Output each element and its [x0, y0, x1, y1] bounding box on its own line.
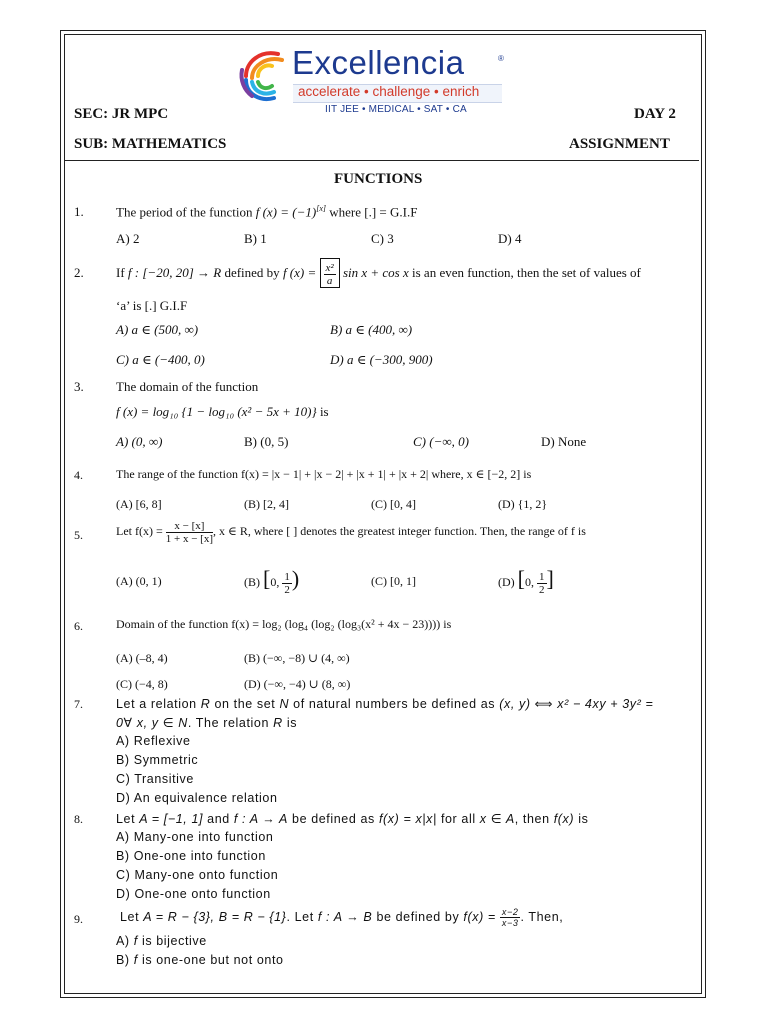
q7-text: Let a relation R on the set N of natural numbers be defined as (x, y) ⟺ x² − 4xy + 3y² =: [116, 697, 654, 711]
q3-option-d: D) None: [541, 434, 587, 449]
q6-number: 6.: [74, 619, 83, 633]
section-label: SEC: JR MPC: [74, 106, 169, 122]
q5-text: Let f(x) = $\frac{x - [x]}{1 + x - [x]}$ , x ∈ R, where [ ] denotes the greatest integer function. Then, the range of f is: [116, 519, 586, 545]
q4-option-b: (B) [2, 4]: [244, 497, 289, 511]
q3-formula: f (x) = log₁₀ {1 − log₁₀ (x² − 5x + 10)} is: [116, 404, 329, 419]
assignment-label: ASSIGNMENT: [569, 136, 670, 152]
logo-registered-mark: ®: [498, 54, 504, 63]
q3-option-b: B) (0, 5): [244, 434, 289, 449]
q3-option-a: A) (0, ∞): [116, 434, 163, 449]
q6-text: Domain of the function f(x) = log₂ (log₄ (log₂ (log₃(x² + 4x − 23)))) is: [116, 617, 452, 631]
excellencia-swirl-logo-icon: [238, 46, 294, 104]
q2-text-continued: ‘a’ is [.] G.I.F: [116, 298, 188, 313]
q4-option-a: (A) [6, 8]: [116, 497, 162, 511]
q3-text: The domain of the function: [116, 379, 259, 394]
q2-option-c: C) a ∈ (−400, 0): [116, 352, 205, 367]
q2-number: 2.: [74, 265, 84, 280]
q1-option-a: A) 2: [116, 231, 140, 246]
q2-option-a: A) a ∈ (500, ∞): [116, 322, 199, 337]
day-label: DAY 2: [634, 106, 676, 122]
q4-option-d: (D) {1, 2}: [498, 497, 548, 511]
q6-option-a: (A) (–8, 4): [116, 651, 168, 665]
header-divider: [65, 160, 699, 161]
q9-text: Let A = R − {3}, B = R − {1}. Let f : A → B be defined by f(x) = $\frac{x-2}{x-3}$ . Then,: [120, 907, 564, 929]
q9-option-a: A) f is bijective: [116, 934, 207, 948]
q6-option-c: (C) (−4, 8): [116, 677, 168, 691]
q2-option-d: D) a ∈ (−300, 900): [330, 352, 433, 367]
q4-text: The range of the function f(x) = |x − 1| + |x − 2| + |x + 1| + |x + 2| where, x ∈ [−2, 2] is: [116, 467, 532, 481]
q3-option-c: C) (−∞, 0): [413, 434, 469, 449]
q6-option-b: (B) (−∞, −8) ∪ (4, ∞): [244, 651, 350, 665]
q7-option-d: D) An equivalence relation: [116, 791, 278, 805]
subject-label: SUB: MATHEMATICS: [74, 136, 227, 152]
q1-number: 1.: [74, 204, 84, 219]
q1-option-c: C) 3: [371, 231, 394, 246]
q7-number: 7.: [74, 697, 83, 711]
q7-text-continued: 0∀ x, y ∈ N. The relation R is: [116, 716, 298, 730]
page-title: FUNCTIONS: [334, 171, 423, 187]
q6-option-d: (D) (−∞, −4) ∪ (8, ∞): [244, 677, 351, 691]
q8-option-c: C) Many-one onto function: [116, 868, 279, 882]
q3-number: 3.: [74, 379, 84, 394]
q5-option-b: (B) [0, $\frac{1}{2}$ ): [244, 566, 300, 596]
logo-subline: IIT JEE • MEDICAL • SAT • CA: [325, 104, 467, 115]
q1-option-b: B) 1: [244, 231, 267, 246]
q5-number: 5.: [74, 528, 83, 542]
q2-text: If f : [−20, 20] → R defined by f (x) = $\frac{\text{x²}}{a}$ sin x + cos x is an even function, then the set of values of: [116, 258, 641, 288]
q9-number: 9.: [74, 912, 83, 926]
q4-option-c: (C) [0, 4]: [371, 497, 416, 511]
q5-option-a: (A) (0, 1): [116, 574, 162, 588]
logo-tagline: accelerate • challenge • enrich: [298, 84, 480, 99]
q8-option-d: D) One-one onto function: [116, 887, 271, 901]
q4-number: 4.: [74, 468, 83, 482]
q8-text: Let A = [−1, 1] and f : A → A be defined as f(x) = x|x| for all x ∈ A, then f(x) is: [116, 812, 589, 826]
q1-option-d: D) 4: [498, 231, 522, 246]
q2-option-b: B) a ∈ (400, ∞): [330, 322, 413, 337]
q8-number: 8.: [74, 812, 83, 826]
q8-option-a: A) Many-one into function: [116, 830, 274, 844]
q7-option-c: C) Transitive: [116, 772, 194, 786]
q9-option-b: B) f is one-one but not onto: [116, 953, 284, 967]
q8-option-b: B) One-one into function: [116, 849, 266, 863]
logo-wordmark: Excellencia: [292, 44, 465, 81]
q5-option-c: (C) [0, 1]: [371, 574, 416, 588]
q1-text: The period of the function f (x) = (−1)[x] where [.] = G.I.F: [116, 204, 418, 220]
q7-option-b: B) Symmetric: [116, 753, 199, 767]
q5-option-d: (D) [0, $\frac{1}{2}$ ]: [498, 566, 554, 596]
q7-option-a: A) Reflexive: [116, 734, 191, 748]
